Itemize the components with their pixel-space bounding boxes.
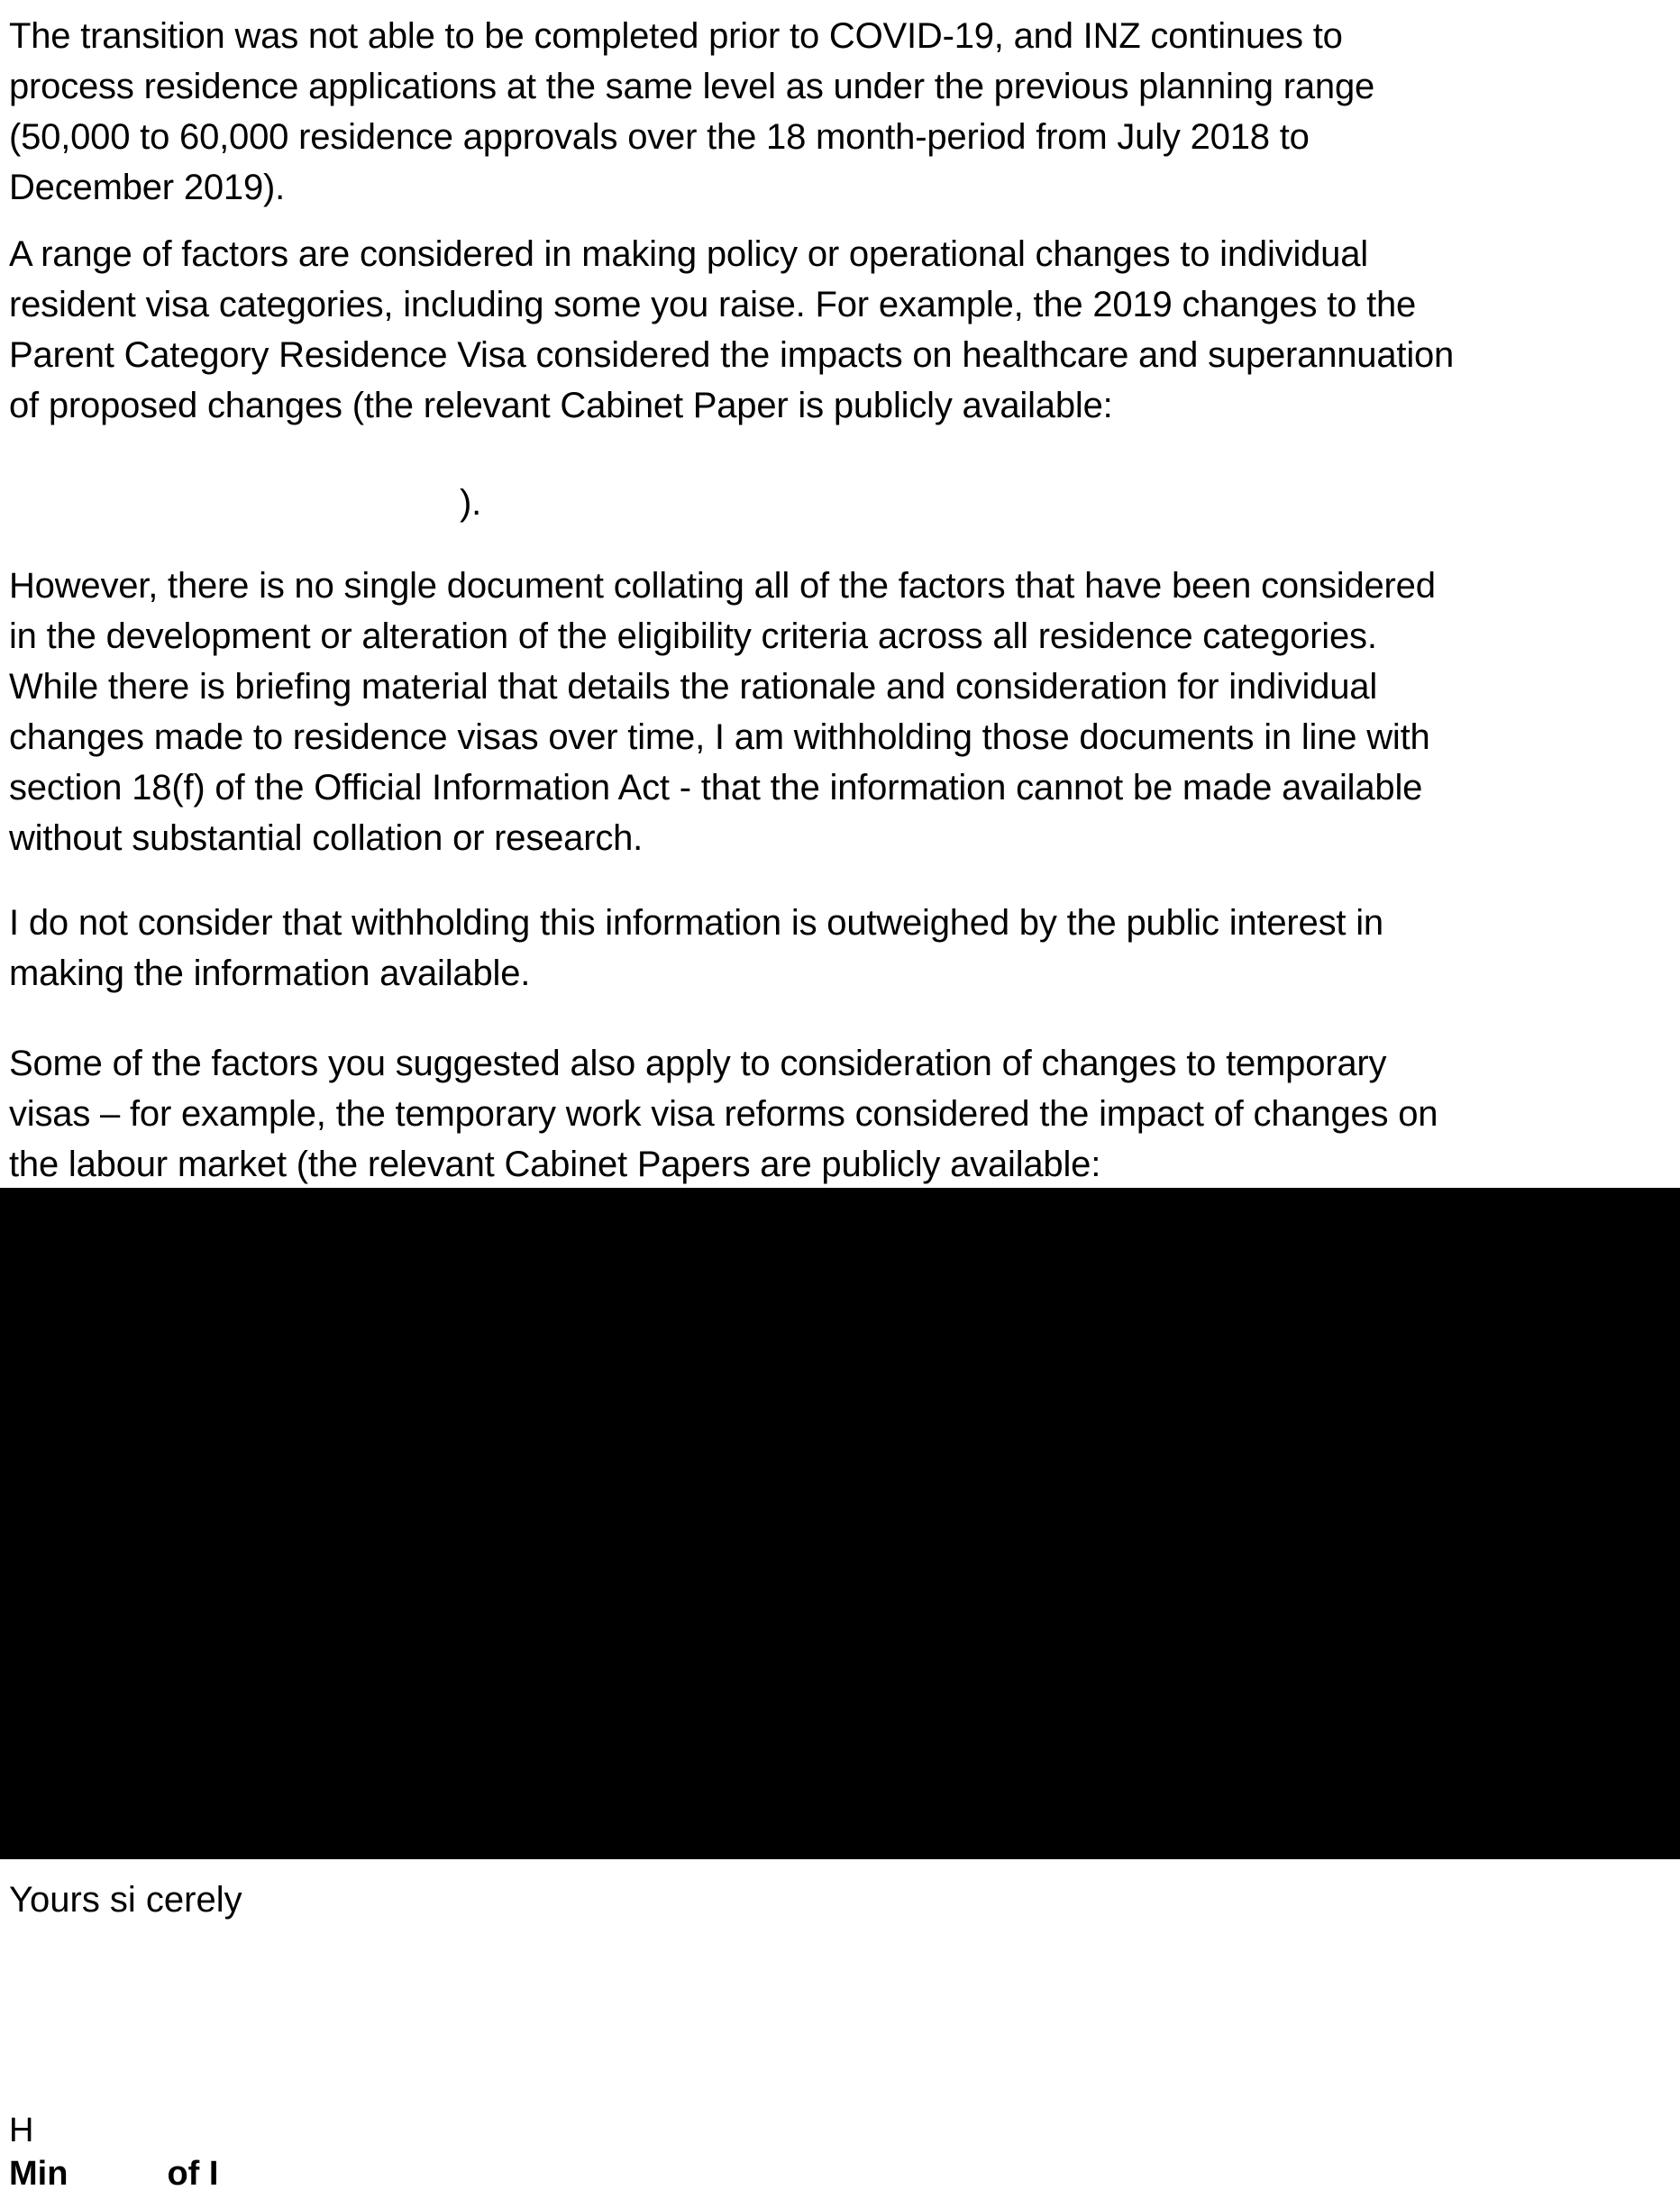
paragraph-public-interest [9,898,1672,999]
text-line: Some of the factors you suggested also apply to consideration of changes to temporary [9,1044,1387,1083]
text-line: However, there is no single document collating all of the factors that have been considered [9,566,1436,606]
signature-title-part: Min [9,2155,68,2193]
text-line: of proposed changes (the relevant Cabinet Paper is publicly available: [9,386,1113,425]
text-line: The transition was not able to be completed prior to COVID-19, and INZ continues to [9,16,1343,56]
paragraph-range-of-factors-end [460,478,481,528]
signature-name: H [9,2112,34,2149]
closing-salutation: Yours si cerely [9,1880,242,1920]
text-line: A range of factors are considered in making policy or operational changes to individual [9,234,1368,274]
text-line: without substantial collation or research. [9,818,644,858]
text-line: While there is briefing material that details the rationale and consideration for individual [9,667,1378,707]
paragraph-temporary-visas [9,1038,1672,1190]
text-line: changes made to residence visas over time, I am withholding those documents in line with [9,717,1430,757]
text-line: making the information available. [9,954,531,993]
text-line: section 18(f) of the Official Information Act - that the information cannot be made available [9,768,1423,808]
redacted-block [0,1188,1680,1859]
paragraph-transition [9,11,1672,213]
text-line: the labour market (the relevant Cabinet Papers are publicly available: [9,1145,1101,1184]
text-line: Parent Category Residence Visa considered the impacts on healthcare and superannuation [9,335,1455,375]
text-line: December 2019). [9,168,286,207]
signature-title [9,2150,218,2197]
text-line: I do not consider that withholding this information is outweighed by the public interest in [9,903,1383,943]
text-line: resident visa categories, including some you raise. For example, the 2019 changes to the [9,285,1417,324]
text-line: visas – for example, the temporary work visa reforms considered the impact of changes on [9,1094,1438,1134]
paragraph-range-of-factors [9,229,1672,431]
text-line: in the development or alteration of the eligibility criteria across all residence categories. [9,616,1377,656]
paragraph-no-single-document [9,561,1672,863]
text-line: process residence applications at the same level as under the previous planning range [9,67,1375,106]
text-line: (50,000 to 60,000 residence approvals over the 18 month-period from July 2018 to [9,117,1310,157]
text-line: ). [460,483,482,523]
signature-title-part: of I [167,2155,219,2193]
